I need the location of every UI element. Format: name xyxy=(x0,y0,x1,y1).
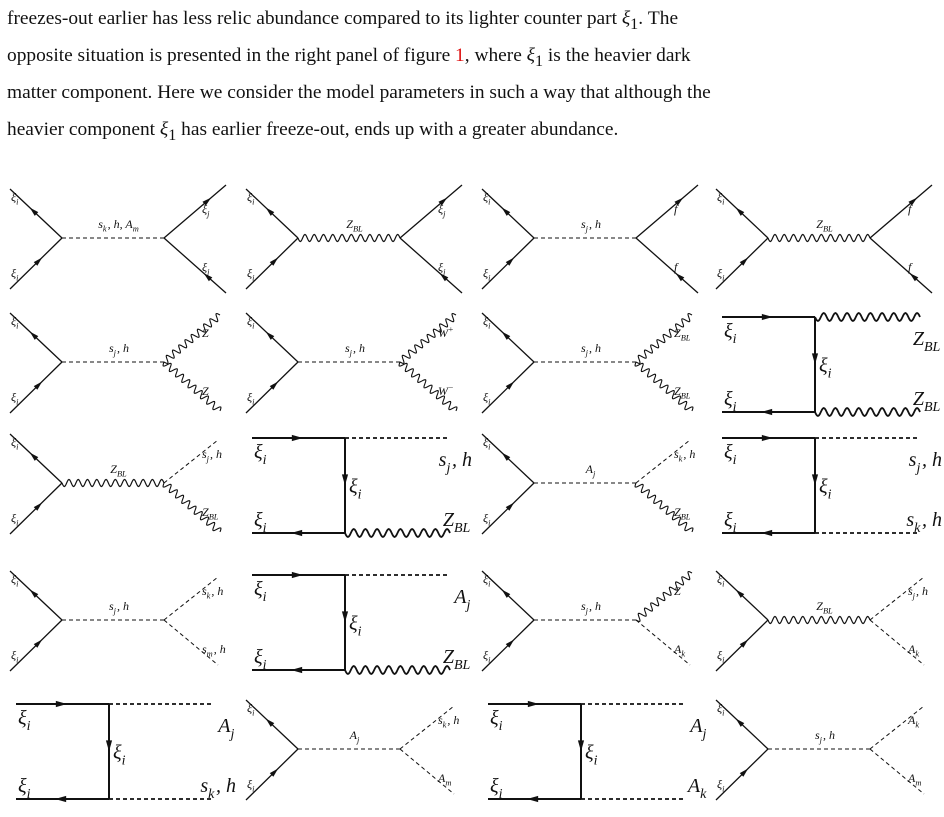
incoming-label: $\xi_i$ xyxy=(717,648,725,665)
incoming-label: $\xi_i$ xyxy=(717,266,725,283)
outgoing-label: $Z_{BL}$ xyxy=(912,388,941,415)
outgoing-boson-line xyxy=(635,362,693,411)
outgoing-label: f xyxy=(674,202,678,216)
exchange-label: $\xi_i$ xyxy=(819,354,832,382)
incoming-label: $\xi_i$ xyxy=(247,390,255,407)
outgoing-label: $s_k$ , h xyxy=(906,509,942,536)
feynman-diagram-2 xyxy=(246,185,462,293)
fermion-arrow xyxy=(578,740,584,751)
incoming-label: $\xi_i$ xyxy=(717,190,725,207)
incoming-label: $\xi_i$ xyxy=(483,435,491,452)
incoming-label: $\xi_i$ xyxy=(724,320,737,347)
incoming-label: $\xi_i$ xyxy=(254,509,267,536)
feynman-diagram-11 xyxy=(482,434,695,534)
fermion-arrow xyxy=(106,740,112,751)
feynman-diagram-12 xyxy=(722,435,942,536)
incoming-label: $\xi_i$ xyxy=(717,777,725,794)
propagator-label: $s_j$ , h xyxy=(580,341,602,358)
outgoing-boson-line xyxy=(345,529,450,537)
feynman-diagram-19 xyxy=(488,701,708,802)
feynman-diagram-1 xyxy=(10,185,226,293)
exchange-label: $\xi_i$ xyxy=(585,741,598,769)
paragraph-line-2: opposite situation is presented in the right panel of figure 1, where $\xi_1$ is the heavier dark xyxy=(7,45,691,70)
outgoing-label: $Z_{BL}$ xyxy=(674,384,691,401)
paragraph-line-3: matter component. Here we consider the model parameters in such a way that although the xyxy=(7,82,711,103)
incoming-label: $\xi_i$ xyxy=(18,707,31,734)
outgoing-label: $s_k$ , h xyxy=(674,447,696,464)
outgoing-label: Z xyxy=(674,584,681,598)
propagator-label: $s_j$ , h xyxy=(108,341,130,358)
outgoing-fermion-line xyxy=(164,238,226,293)
feynman-diagram-8 xyxy=(722,313,942,416)
incoming-label: $\xi_i$ xyxy=(11,572,19,589)
incoming-label: $\xi_i$ xyxy=(483,314,491,331)
propagator-label: $s_j$ , h xyxy=(344,341,366,358)
incoming-label: $\xi_i$ xyxy=(247,314,255,331)
propagator-label: $s_j$ , h xyxy=(580,217,602,234)
outgoing-boson-line xyxy=(163,483,221,532)
outgoing-boson-line xyxy=(815,313,920,321)
outgoing-label: $Z_{BL}$ xyxy=(442,646,471,673)
outgoing-boson-line xyxy=(635,483,693,532)
incoming-label: $\xi_i$ xyxy=(490,775,503,802)
outgoing-boson-line xyxy=(636,572,692,622)
outgoing-label: f xyxy=(908,202,912,216)
incoming-label: $\xi_i$ xyxy=(483,648,491,665)
incoming-label: $\xi_i$ xyxy=(11,314,19,331)
incoming-label: $\xi_i$ xyxy=(483,511,491,528)
fermion-arrow xyxy=(292,435,303,441)
outgoing-label: $s_j$ , h xyxy=(908,584,929,601)
propagator-label: $s_k$ , h, $A_m$ xyxy=(98,217,139,234)
fermion-arrow xyxy=(291,667,302,673)
propagator-wavy xyxy=(768,235,870,242)
outgoing-fermion-line xyxy=(870,238,932,293)
outgoing-label: $A_j$ xyxy=(218,715,235,742)
propagator-label: $s_j$ , h xyxy=(814,728,836,745)
feynman-diagram-3 xyxy=(482,185,698,293)
propagator-wavy xyxy=(62,480,164,487)
feynman-diagram-13 xyxy=(10,571,226,671)
incoming-label: $\xi_i$ xyxy=(483,572,491,589)
outgoing-label: $s_k$ , h xyxy=(200,775,236,802)
exchange-label: $\xi_i$ xyxy=(349,612,362,640)
outgoing-fermion-line xyxy=(400,238,462,293)
incoming-label: $\xi_i$ xyxy=(483,390,491,407)
exchange-label: $\xi_i$ xyxy=(349,475,362,503)
incoming-label: $\xi_i$ xyxy=(11,648,19,665)
outgoing-label: $Z_{BL}$ xyxy=(674,505,691,522)
incoming-label: $\xi_i$ xyxy=(11,266,19,283)
outgoing-label: $s_j$ , h xyxy=(908,449,942,476)
outgoing-label: $s_j$ , h xyxy=(438,449,472,476)
fermion-arrow xyxy=(292,572,303,578)
feynman-diagram-14 xyxy=(252,572,472,674)
outgoing-fermion-line xyxy=(870,185,932,238)
fermion-arrow xyxy=(342,474,348,485)
fermion-arrow xyxy=(56,701,67,707)
outgoing-label: $\xi_j$ xyxy=(438,202,446,219)
outgoing-label: Z xyxy=(202,384,209,398)
incoming-label: $\xi_i$ xyxy=(483,266,491,283)
fermion-arrow xyxy=(291,530,302,536)
outgoing-label: $A_k$ xyxy=(687,775,707,802)
paragraph-line-1: freezes-out earlier has less relic abundance compared to its lighter counter part $\xi_1$. The xyxy=(7,8,679,33)
outgoing-fermion-line xyxy=(400,185,462,238)
incoming-label: $\xi_i$ xyxy=(490,707,503,734)
feynman-diagram-16 xyxy=(716,571,928,671)
fermion-arrow xyxy=(762,435,773,441)
paragraph-line-4: heavier component $\xi_1$ has earlier freeze-out, ends up with a greater abundance. xyxy=(7,119,619,144)
incoming-label: $\xi_i$ xyxy=(247,190,255,207)
fermion-arrow xyxy=(762,314,773,320)
incoming-label: $\xi_i$ xyxy=(254,441,267,468)
outgoing-label: f xyxy=(674,260,678,274)
fermion-arrow xyxy=(527,796,538,802)
incoming-label: $\xi_i$ xyxy=(483,190,491,207)
outgoing-boson-line xyxy=(815,408,920,416)
propagator-label: $Z_{BL}$ xyxy=(816,599,833,616)
outgoing-boson-line xyxy=(163,362,221,411)
incoming-label: $\xi_i$ xyxy=(247,701,255,718)
incoming-label: $\xi_i$ xyxy=(724,388,737,415)
outgoing-label: $s_m$ , h xyxy=(202,642,226,659)
fermion-arrow xyxy=(761,409,772,415)
propagator-label: $s_j$ , h xyxy=(108,599,130,616)
feynman-diagram-7 xyxy=(482,313,693,413)
fermion-arrow xyxy=(761,530,772,536)
feynman-diagram-5 xyxy=(10,313,221,413)
feynman-diagram-17 xyxy=(16,701,236,802)
incoming-label: $\xi_i$ xyxy=(11,511,19,528)
outgoing-label: $A_j$ xyxy=(690,715,707,742)
incoming-label: $\xi_i$ xyxy=(254,646,267,673)
fermion-arrow xyxy=(812,353,818,364)
incoming-label: $\xi_i$ xyxy=(724,509,737,536)
outgoing-label: $s_k$ , h xyxy=(438,713,460,730)
outgoing-label: $A_m$ xyxy=(908,771,922,788)
outgoing-boson-line xyxy=(164,314,220,364)
outgoing-label: $s_j$ , h xyxy=(202,447,223,464)
outgoing-label: $A_m$ xyxy=(438,771,452,788)
outgoing-label: $s_k$ , h xyxy=(202,584,224,601)
propagator-wavy xyxy=(768,617,870,624)
outgoing-label: f xyxy=(908,260,912,274)
outgoing-label: $Z_{BL}$ xyxy=(912,328,941,355)
outgoing-label: $A_k$ xyxy=(908,713,920,730)
propagator-label: $Z_{BL}$ xyxy=(346,217,363,234)
outgoing-label: Z xyxy=(202,326,209,340)
propagator-wavy xyxy=(298,235,400,242)
feynman-diagram-6 xyxy=(246,313,457,413)
outgoing-label: $A_k$ xyxy=(674,642,686,659)
figure-reference-link[interactable]: 1 xyxy=(455,45,465,66)
outgoing-label: W− xyxy=(438,383,454,398)
outgoing-label: $Z_{BL}$ xyxy=(442,509,471,536)
outgoing-boson-line xyxy=(345,666,450,674)
outgoing-label: $\xi_j$ xyxy=(202,202,210,219)
outgoing-fermion-line xyxy=(636,185,698,238)
outgoing-fermion-line xyxy=(636,238,698,293)
exchange-label: $\xi_i$ xyxy=(819,475,832,503)
feynman-diagram-9 xyxy=(10,434,222,534)
fermion-arrow xyxy=(812,474,818,485)
feynman-diagram-10 xyxy=(252,435,472,537)
incoming-label: $\xi_i$ xyxy=(247,777,255,794)
incoming-label: $\xi_i$ xyxy=(11,435,19,452)
outgoing-label: $Z_{BL}$ xyxy=(202,505,219,522)
incoming-label: $\xi_i$ xyxy=(724,441,737,468)
outgoing-label: $\xi_j$ xyxy=(202,260,210,277)
incoming-label: $\xi_i$ xyxy=(717,572,725,589)
feynman-diagram-20 xyxy=(716,700,924,800)
incoming-label: $\xi_i$ xyxy=(247,266,255,283)
feynman-diagram-4 xyxy=(716,185,932,293)
outgoing-label: $Z_{BL}$ xyxy=(674,326,691,343)
incoming-label: $\xi_i$ xyxy=(18,775,31,802)
outgoing-label: $A_k$ xyxy=(908,642,920,659)
incoming-label: $\xi_i$ xyxy=(11,190,19,207)
fermion-arrow xyxy=(528,701,539,707)
propagator-label: $Z_{BL}$ xyxy=(110,462,127,479)
propagator-label: $A_j$ xyxy=(585,462,596,479)
propagator-label: $Z_{BL}$ xyxy=(816,217,833,234)
outgoing-label: $A_j$ xyxy=(454,586,471,613)
outgoing-fermion-line xyxy=(164,185,226,238)
fermion-arrow xyxy=(55,796,66,802)
incoming-label: $\xi_i$ xyxy=(11,390,19,407)
feynman-diagram-18 xyxy=(246,700,459,800)
outgoing-label: W+ xyxy=(438,325,454,340)
fermion-arrow xyxy=(342,611,348,622)
incoming-label: $\xi_i$ xyxy=(254,578,267,605)
incoming-label: $\xi_i$ xyxy=(717,701,725,718)
exchange-label: $\xi_i$ xyxy=(113,741,126,769)
outgoing-label: $\xi_j$ xyxy=(438,260,446,277)
propagator-label: $A_j$ xyxy=(349,728,360,745)
feynman-diagram-15 xyxy=(482,571,692,671)
propagator-label: $s_j$ , h xyxy=(580,599,602,616)
